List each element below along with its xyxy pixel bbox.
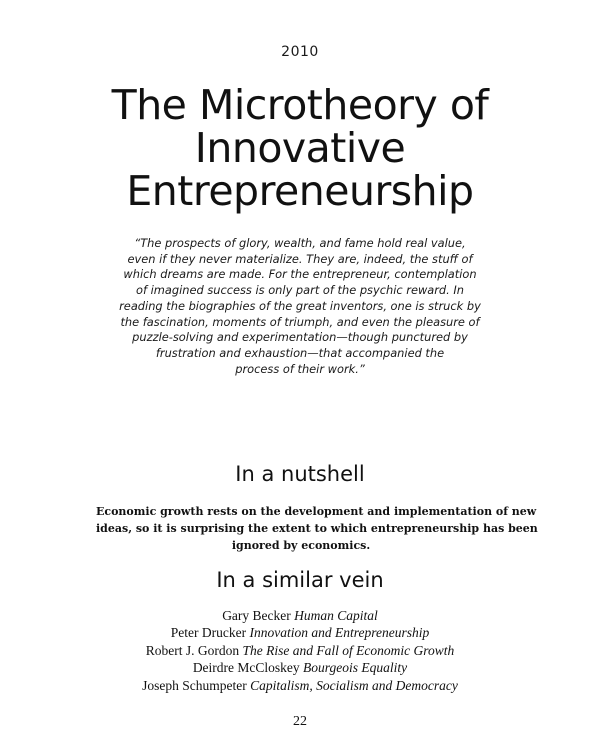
quote-line: puzzle-solving and experimentation—though punctured by xyxy=(132,330,468,345)
nutshell-heading: In a nutshell xyxy=(235,462,365,486)
quote-line: reading the biographies of the great inventors, one is struck by xyxy=(119,298,481,313)
list-item xyxy=(0,642,600,659)
chapter-title-line: Innovative xyxy=(194,124,406,172)
quote-line: even if they never materialize. They are, indeed, the stuff of xyxy=(127,251,473,266)
nutshell-line: ideas, so it is surprising the extent to which entrepreneurship has been xyxy=(96,522,538,535)
author-name: Gary Becker xyxy=(222,608,291,623)
work-title: Human Capital xyxy=(294,608,378,623)
work-title: Capitalism, Socialism and Democracy xyxy=(250,677,458,693)
quote-line: the fascination, moments of triumph, and even the pleasure of xyxy=(120,314,480,329)
similar-vein-heading: In a similar vein xyxy=(216,568,384,592)
list-item xyxy=(0,659,600,676)
quote-line: “The prospects of glory, wealth, and fame hold real value, xyxy=(134,236,466,250)
chapter-title-line: The Microtheory of xyxy=(111,81,489,129)
quote-line: frustration and exhaustion—that accompanied the xyxy=(155,345,445,360)
work-title: Bourgeois Equality xyxy=(303,660,408,676)
list-item xyxy=(0,607,600,624)
quote-line: process of their work.” xyxy=(235,361,365,376)
nutshell-line: Economic growth rests on the development and implementation of new xyxy=(96,505,537,518)
list-item xyxy=(0,624,600,641)
page-number: 22 xyxy=(293,714,307,729)
quote-line: which dreams are made. For the entrepreneur, contemplation xyxy=(123,267,477,282)
chapter-year: 2010 xyxy=(281,44,319,60)
nutshell-summary xyxy=(96,503,538,554)
author-name: Peter Drucker xyxy=(170,625,247,641)
author-name: Robert J. Gordon xyxy=(145,642,240,658)
author-name: Deirdre McCloskey xyxy=(192,660,300,676)
nutshell-line: ignored by economics. xyxy=(231,539,371,552)
epigraph-quote xyxy=(92,236,508,377)
similar-vein-list xyxy=(0,607,600,694)
work-title: Innovation and Entrepreneurship xyxy=(249,625,430,641)
work-title: The Rise and Fall of Economic Growth xyxy=(242,642,455,658)
quote-line: of imagined success is only part of the psychic reward. In xyxy=(136,283,464,298)
chapter-title xyxy=(60,81,540,215)
author-name: Joseph Schumpeter xyxy=(142,677,247,693)
chapter-title-line: Entrepreneurship xyxy=(126,167,474,215)
list-item xyxy=(0,677,600,694)
